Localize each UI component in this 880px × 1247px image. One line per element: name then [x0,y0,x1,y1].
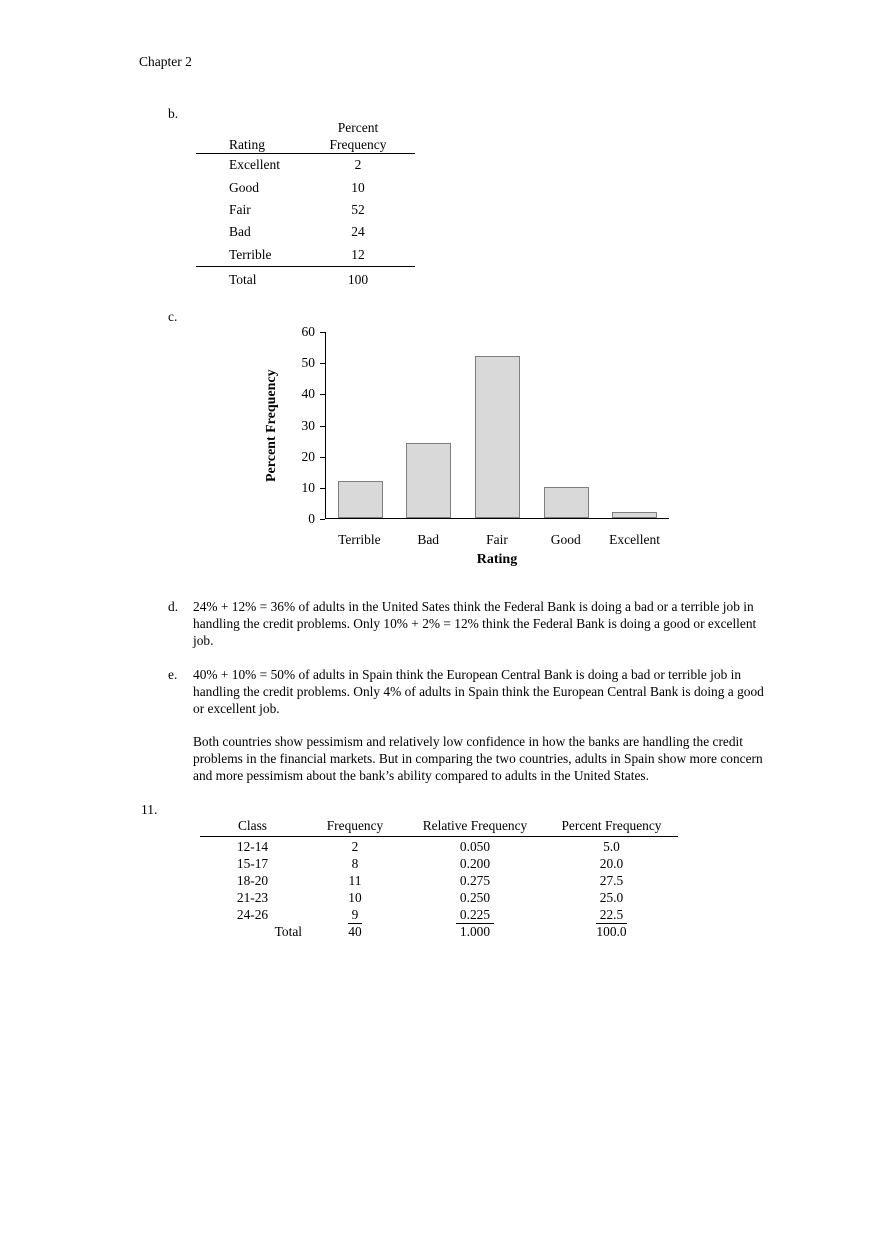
y-tick-label: 10 [301,479,315,495]
frequency-cell: 11 [348,873,362,889]
table-row [200,890,678,907]
bar-excellent [612,512,657,518]
y-tick-label: 20 [301,448,315,464]
relative-frequency-cell: 0.250 [459,890,491,906]
item-e-text: 40% + 10% = 50% of adults in Spain think the European Central Bank is doing a bad or terrible job in handling the credit problems. Only 4% of adults in Spain think the European Central Bank is doing a good or excellent job. [193,667,764,717]
y-tick-label: 50 [301,355,315,371]
relative-frequency-cell: 0.275 [459,873,491,889]
percent-frequency-cell: 5.0 [603,839,620,855]
table-11-header-row [200,818,678,834]
item-11-label: 11. [141,802,158,817]
bar-bad [406,443,451,518]
x-category-label: Bad [417,532,440,547]
item-c-label: c. [168,309,178,324]
item-e-label: e. [168,667,178,682]
x-category-label: Excellent [609,532,661,547]
table-b-col2-header-bottom: Frequency [329,136,387,152]
table-row [200,907,678,924]
relative-frequency-cell: 0.225 [405,907,545,924]
y-tick-label: 40 [301,386,315,402]
relative-frequency-cell: 0.050 [459,839,491,855]
y-tick-mark [320,457,325,458]
relative-frequency-cell: 0.200 [459,856,491,872]
value-cell: 2 [354,157,362,173]
item-e-text2: Both countries show pessimism and relatively low confidence in how the banks are handling the credit problems in the financial markets. But in comparing the two countries, adults in Spain show more concern and more pessimism about the bank’s ability compared to adults in the United States. [193,734,763,784]
table-b-total-row [196,267,415,293]
frequency-cell: 10 [348,890,362,906]
total-label: Total [229,271,257,287]
x-category-label: Fair [486,532,508,547]
table-row [196,154,415,176]
table-row [200,839,678,856]
bar-slot [601,332,669,518]
total-label: Total [274,923,302,939]
chart-y-axis-title: Percent Frequency [264,369,279,482]
table-b-header-line1 [196,119,415,136]
total-percent-frequency: 100.0 [596,923,627,939]
table-row [196,176,415,198]
class-cell: 12-14 [236,839,269,855]
value-cell: 12 [351,246,365,262]
chart-x-axis-title: Rating [476,552,518,567]
y-tick-label: 30 [301,417,315,433]
table-row [200,873,678,890]
bar-terrible [338,481,383,518]
x-category-label: Terrible [338,532,381,547]
table-b-col1-header: Rating [229,136,265,152]
value-cell: 24 [351,224,365,240]
class-cell: 15-17 [236,856,269,872]
bar-good [544,487,589,518]
item-d-text: 24% + 12% = 36% of adults in the United Sates think the Federal Bank is doing a bad or a terrible job in handling the credit problems. Only 10% + 2% = 12% think the Federal Bank is doing a good or excellent job. [193,599,757,649]
bar-slot [532,332,600,518]
table-row [196,244,415,266]
total-frequency: 40 [348,923,362,939]
percent-frequency-cell: 20.0 [599,856,624,872]
table-b-col2-header-top: Percent [337,119,379,135]
x-category-label: Good [550,532,581,547]
y-tick-mark [320,363,325,364]
rating-cell: Good [229,179,259,195]
y-tick-mark [320,332,325,333]
y-tick-label: 0 [308,511,315,526]
table-row [200,856,678,873]
class-cell: 24-26 [236,907,269,922]
header-class: Class [237,818,268,833]
table-11-total-row [200,923,678,940]
percent-frequency-cell: 22.5 [545,907,678,924]
percent-frequency-bar-chart [262,318,702,568]
rating-cell: Bad [229,224,251,240]
frequency-cell: 2 [351,839,359,855]
percent-frequency-cell: 25.0 [599,890,624,906]
rating-frequency-table [196,119,415,293]
rating-cell: Terrible [229,246,272,262]
table-11-header-rule [200,836,678,837]
header-frequency: Frequency [326,818,384,833]
chart-plot [325,332,669,519]
bar-fair [475,356,520,518]
total-value: 100 [347,271,369,287]
frequency-cell: 9 [305,907,405,924]
frequency-cell: 8 [351,856,359,872]
value-cell: 10 [351,179,365,195]
bar-slot [326,332,394,518]
table-row [196,199,415,221]
header-percent-frequency: Percent Frequency [561,818,662,833]
total-relative-frequency: 1.000 [459,923,491,939]
rating-cell: Fair [229,201,251,217]
chart-y-axis [282,324,325,526]
class-cell: 21-23 [236,890,269,906]
class-cell: 18-20 [236,873,269,889]
value-cell: 52 [351,201,365,217]
chapter-header: Chapter 2 [139,54,192,69]
table-row [196,221,415,243]
bar-slot [463,332,531,518]
class-frequency-table [200,818,678,940]
rating-cell: Excellent [229,157,280,173]
item-d-label: d. [168,599,179,614]
chart-x-labels [325,532,669,548]
y-tick-mark [320,519,325,520]
percent-frequency-cell: 27.5 [599,873,624,889]
item-b-label: b. [168,106,179,121]
header-relative-frequency: Relative Frequency [422,818,528,833]
table-b-header-line2 [196,136,415,153]
y-tick-mark [320,488,325,489]
y-tick-mark [320,426,325,427]
y-tick-mark [320,394,325,395]
y-tick-label: 60 [301,324,315,339]
bar-slot [395,332,463,518]
